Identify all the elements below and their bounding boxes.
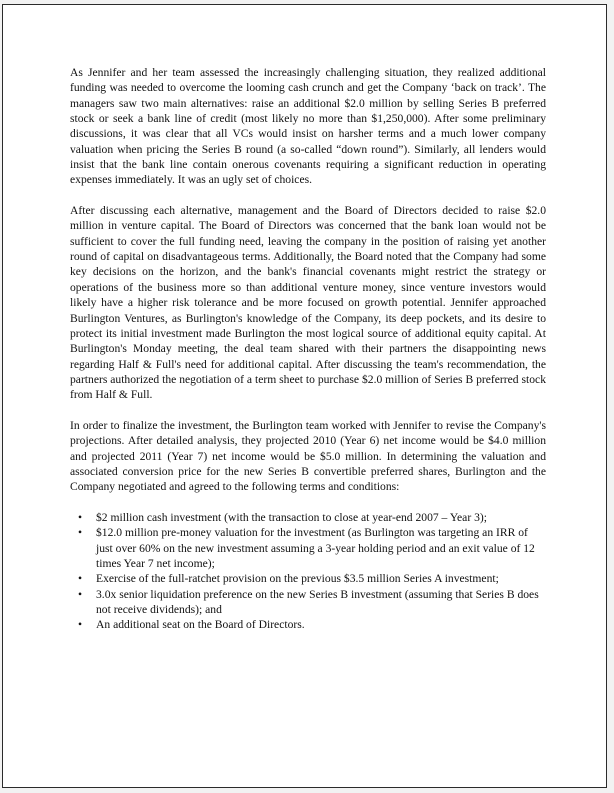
list-spacer bbox=[70, 495, 546, 510]
list-item-text: An additional seat on the Board of Directors. bbox=[96, 618, 305, 632]
bullet-icon: • bbox=[78, 572, 83, 586]
document-text-body bbox=[70, 65, 546, 633]
list-item bbox=[70, 617, 546, 632]
list-item-text: $12.0 million pre-money valuation for the investment (as Burlington was targeting an IRR of just over 60% on the new investment assuming a 3-year holding period and an exit value of 12 times Year 7 net income); bbox=[96, 526, 535, 570]
list-item bbox=[70, 587, 546, 618]
paragraph-3: In order to finalize the investment, the Burlington team worked with Jennifer to revise the Company's projections. After detailed analysis, they projected 2010 (Year 6) net income would be $4.0 million and projected 2011 (Year 7) net income would be $5.0 million. In determining the valuation and associated conversion price for the new Series B convertible preferred shares, Burlington and the Company negotiated and agreed to the following terms and conditions: bbox=[70, 418, 546, 494]
bullet-icon: • bbox=[78, 526, 83, 540]
list-item bbox=[70, 525, 546, 571]
bullet-icon: • bbox=[78, 510, 83, 524]
list-item bbox=[70, 510, 546, 525]
terms-bullet-list bbox=[70, 510, 546, 633]
bullet-icon: • bbox=[78, 587, 83, 601]
paragraph-1: As Jennifer and her team assessed the increasingly challenging situation, they realized additional funding was needed to overcome the looming cash crunch and get the Company ‘back on track’. The managers saw two main alternatives: raise an additional $2.0 million by selling Series B preferred stock or seek a bank line of credit (most likely no more than $1,250,000). After some preliminary discussions, it was clear that all VCs would insist on harsher terms and a much lower company valuation when pricing the Series B round (a so-called “down round”). Similarly, all lenders would insist that the bank line contain onerous covenants requiring a significant reduction in operating expenses immediately. It was an ugly set of choices. bbox=[70, 66, 546, 187]
paragraph-2: After discussing each alternative, management and the Board of Directors decided to raise $2.0 million in venture capital. The Board of Directors was concerned that the bank loan would not be sufficient to cover the full funding need, leaving the company in the position of raising yet another round of capital on disadvantageous terms. Additionally, the Board noted that the Company had some key decisions on the horizon, and the bank's financial covenants might restrict the strategy or operations of the business more so than additional venture money, since venture investors would likely have a higher risk tolerance and be more focused on growth potential. Jennifer approached Burlington Ventures, as Burlington's knowledge of the Company, its deep pockets, and its desire to protect its initial investment made Burlington the most logical source of additional equity capital. At Burlington's Monday meeting, the deal team shared with their partners the disappointing news regarding Half & Full's need for additional capital. After discussing the team's recommendation, the partners authorized the negotiation of a term sheet to purchase $2.0 million of Series B preferred stock from Half & Full. bbox=[70, 204, 546, 402]
list-item-text: $2 million cash investment (with the transaction to close at year-end 2007 – Year 3); bbox=[96, 510, 487, 524]
list-item-text: Exercise of the full-ratchet provision on the previous $3.5 million Series A investment; bbox=[96, 572, 499, 586]
list-item-text: 3.0x senior liquidation preference on the new Series B investment (assuming that Series B does not receive dividends); and bbox=[96, 587, 539, 617]
document-page bbox=[2, 4, 607, 788]
list-item bbox=[70, 571, 546, 586]
bullet-icon: • bbox=[78, 618, 83, 632]
